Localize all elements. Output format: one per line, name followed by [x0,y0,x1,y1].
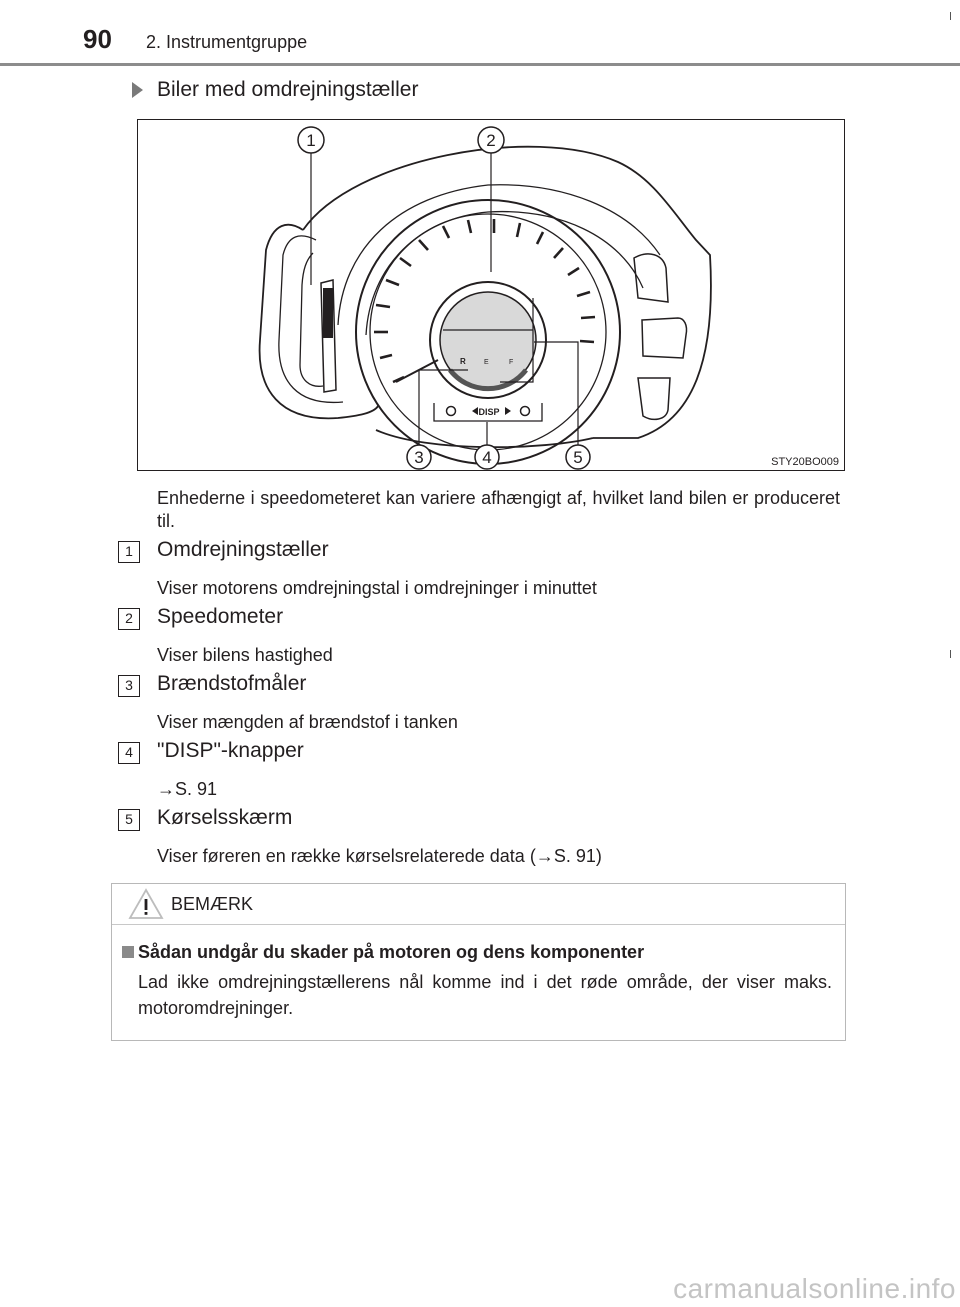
item-description-link[interactable]: →S. 91 [157,779,218,799]
crop-mark [950,12,951,20]
instrument-cluster-illustration [138,120,844,470]
item-title: Omdrejningstæller [157,538,329,561]
subsection-heading-text: Biler med omdrejningstæller [157,78,419,101]
item-title: "DISP"-knapper [157,739,304,762]
notice-text: Lad ikke omdrejningstællerens nål komme ind i det røde område, der viser maks. motoromdrejninger. [138,972,832,1018]
callout-2: 2 [486,131,496,150]
subsection-heading [132,76,418,104]
figure-code: STY20BO009 [771,456,839,468]
header-rule [0,63,960,66]
tachometer-bar-fill [323,288,333,338]
warning-triangle-icon [128,888,164,920]
item-description: Viser mængden af brændstof i tanken [157,712,458,732]
item-title: Speedometer [157,605,284,628]
item-number-badge: 4 [118,742,140,764]
callout-5: 5 [573,448,583,467]
callout-3: 3 [414,448,424,467]
callout-4: 4 [482,448,492,467]
item-number-badge: 5 [118,809,140,831]
square-bullet-icon [122,946,134,958]
item-description: Viser bilens hastighed [157,645,333,665]
crop-mark [950,650,951,658]
instrument-cluster-figure [137,119,845,471]
page-number: 90 [83,24,112,54]
watermark: carmanualsonline.info [673,1273,956,1304]
notice-box [111,883,846,1041]
item-description: Viser føreren en række kørselsrelaterede data (→S. 91) [157,846,602,866]
fuel-empty-label: E [484,359,489,366]
intro-paragraph: Enhederne i speedometeret kan variere afhængigt af, hvilket land bilen er produceret til. [157,488,840,531]
section-title: 2. Instrumentgruppe [146,32,308,52]
triangle-right-icon [132,82,143,98]
notice-label: BEMÆRK [171,894,254,914]
item-description: Viser motorens omdrejningstal i omdrejninger i minuttet [157,578,597,598]
speedometer-needle [396,360,438,382]
disp-label: DISP [478,407,500,417]
callout-1: 1 [306,131,316,150]
fuel-full-label: F [509,359,514,366]
notice-subtitle: Sådan undgår du skader på motoren og dens komponenter [138,942,645,962]
item-title: Kørselsskærm [157,806,293,829]
disp-right-arrow-icon [505,407,511,415]
gear-label: R [460,357,466,366]
notice-header [112,884,845,925]
item-number-badge: 2 [118,608,140,630]
item-number-badge: 3 [118,675,140,697]
item-number-badge: 1 [118,541,140,563]
item-title: Brændstofmåler [157,672,307,695]
disp-left-arrow-icon [472,407,478,415]
